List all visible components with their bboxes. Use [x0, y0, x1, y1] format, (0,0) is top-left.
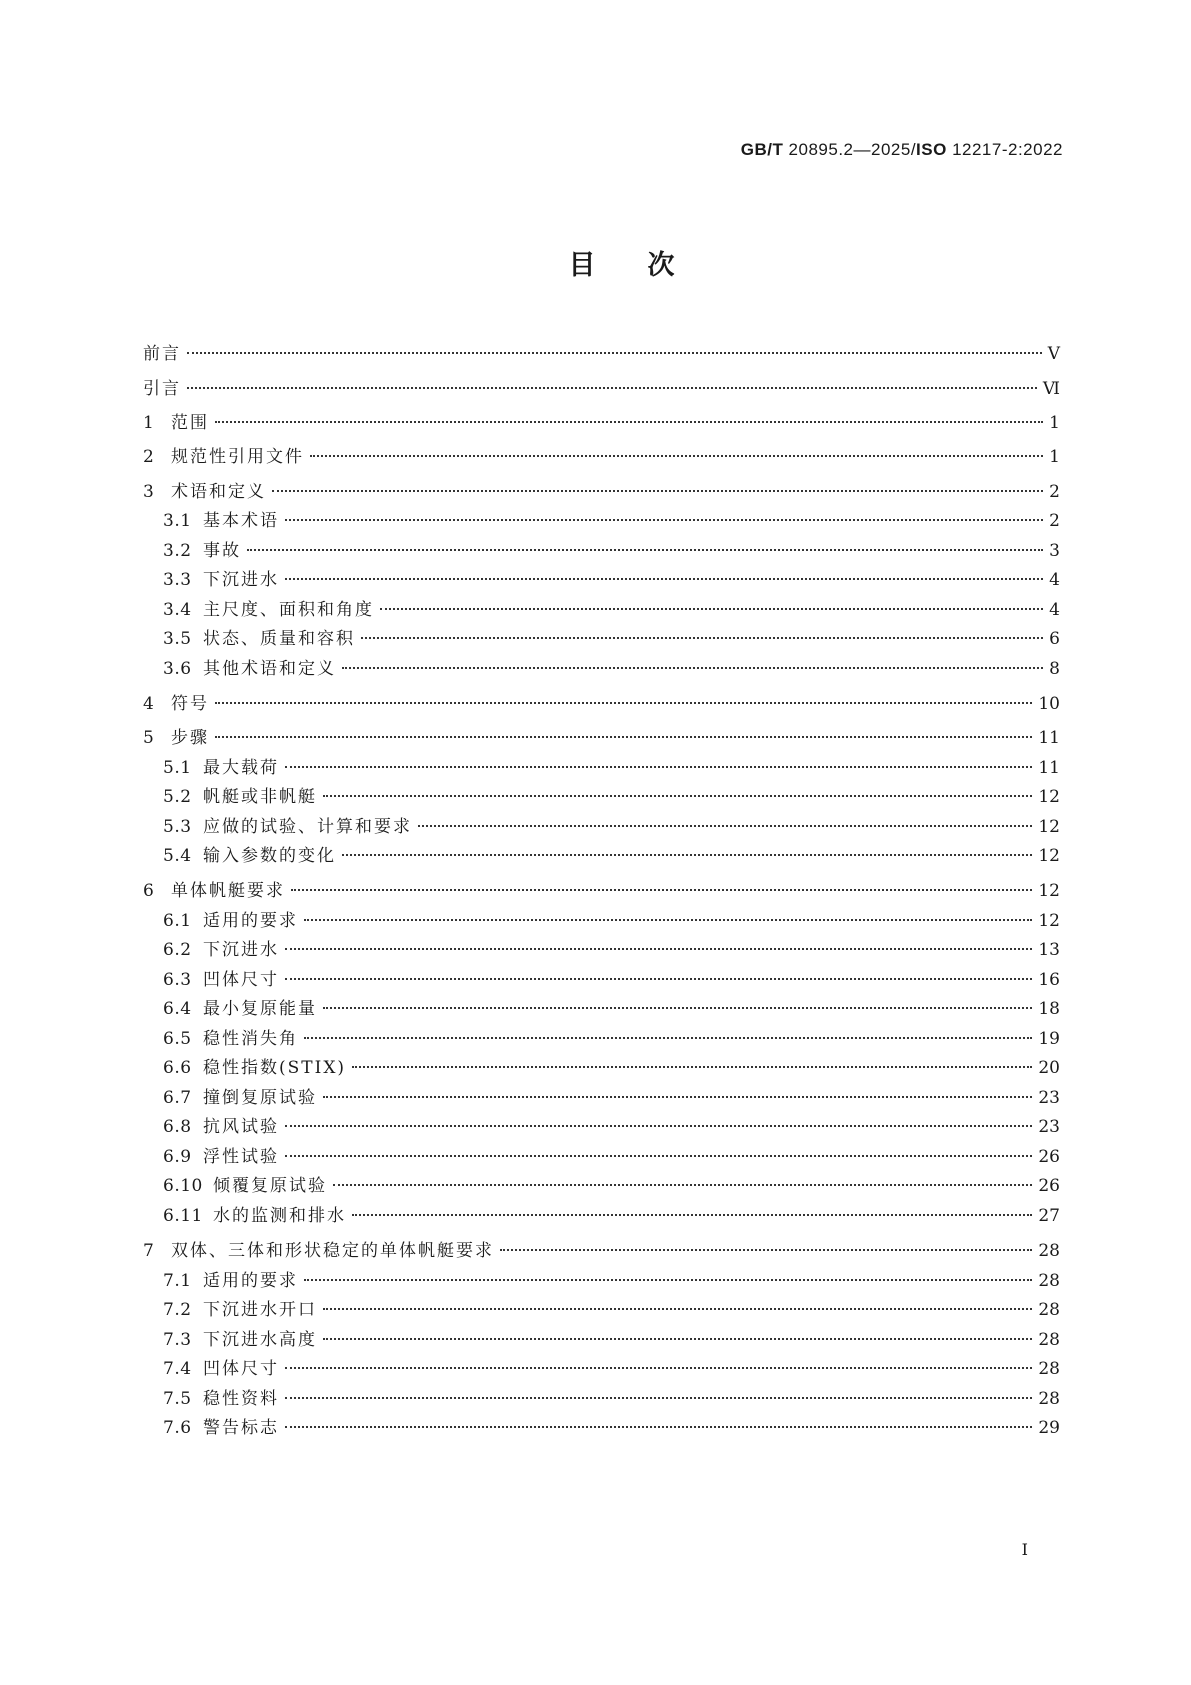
toc-entry[interactable]	[143, 1145, 1060, 1169]
toc-dot-leader	[310, 455, 1043, 457]
toc-page-number: 27	[1038, 1205, 1060, 1226]
toc-section-number: 6.1	[163, 910, 192, 931]
toc-section-number: 3.4	[163, 599, 192, 620]
toc-section-title: 前言	[143, 344, 181, 364]
toc-entry[interactable]	[143, 938, 1060, 962]
toc-page-number: 28	[1038, 1270, 1060, 1291]
toc-entry[interactable]	[143, 1056, 1060, 1080]
toc-page-number: 6	[1049, 629, 1060, 649]
toc-section-number: 6.9	[163, 1146, 192, 1167]
toc-dot-leader	[342, 667, 1043, 669]
toc-dot-leader	[187, 352, 1042, 354]
toc-entry[interactable]	[143, 627, 1060, 651]
toc-dot-leader	[291, 889, 1032, 891]
toc-section-title: 稳性指数(STIX)	[203, 1058, 347, 1078]
toc-section-number: 5	[143, 728, 155, 748]
toc-entry[interactable]	[143, 692, 1060, 716]
toc-dot-leader	[418, 825, 1032, 827]
toc-entry[interactable]	[143, 1387, 1060, 1411]
toc-entry[interactable]	[143, 1269, 1060, 1293]
toc-page-number: 2	[1049, 481, 1060, 502]
toc-page-number: 28	[1038, 1388, 1060, 1409]
toc-entry[interactable]	[143, 756, 1060, 780]
toc-section-number: 6.8	[163, 1117, 192, 1137]
toc-dot-leader	[380, 608, 1043, 610]
toc-section-title: 步骤	[171, 728, 209, 748]
toc-section-number: 7	[143, 1241, 155, 1261]
toc-dot-leader	[323, 795, 1032, 797]
toc-section-title: 主尺度、面积和角度	[203, 599, 374, 620]
toc-page-number: 8	[1049, 658, 1060, 679]
toc-section-number: 6.11	[163, 1205, 203, 1226]
toc-entry[interactable]	[143, 1027, 1060, 1051]
toc-entry[interactable]	[143, 815, 1060, 839]
toc-section-number: 2	[143, 447, 155, 467]
toc-dot-leader	[247, 549, 1043, 551]
toc-entry[interactable]	[143, 411, 1060, 435]
toc-section-number: 5.1	[163, 757, 192, 778]
toc-page-number: 1	[1049, 412, 1060, 433]
toc-entry[interactable]	[143, 1239, 1060, 1263]
toc-dot-leader	[285, 1397, 1032, 1399]
toc-dot-leader	[285, 578, 1043, 580]
toc-page-number: 23	[1038, 1087, 1060, 1108]
toc-entry[interactable]	[143, 657, 1060, 681]
toc-entry[interactable]	[143, 909, 1060, 933]
toc-dot-leader	[285, 1155, 1032, 1157]
toc-section-title: 下沉进水开口	[203, 1300, 317, 1320]
toc-dot-leader	[304, 1279, 1032, 1281]
standard-number: 20895.2—2025/	[783, 140, 917, 159]
toc-entry[interactable]	[143, 1115, 1060, 1139]
toc-entry[interactable]	[143, 785, 1060, 809]
toc-section-title: 浮性试验	[203, 1146, 279, 1167]
toc-entry[interactable]	[143, 1328, 1060, 1352]
toc-page-number: 12	[1038, 910, 1060, 931]
toc-dot-leader	[285, 978, 1032, 980]
toc-section-title: 下沉进水高度	[203, 1329, 317, 1350]
page-title: 目次	[568, 250, 727, 281]
toc-page-number: 13	[1038, 940, 1060, 960]
toc-entry[interactable]	[143, 342, 1060, 366]
toc-dot-leader	[323, 1007, 1032, 1009]
toc-section-title: 最小复原能量	[203, 999, 317, 1019]
toc-section-title: 适用的要求	[203, 910, 298, 931]
toc-dot-leader	[333, 1184, 1032, 1186]
toc-page-number: 26	[1038, 1176, 1060, 1196]
standard-header	[741, 140, 1063, 160]
toc-section-number: 5.2	[163, 787, 192, 807]
toc-entry[interactable]	[143, 445, 1060, 469]
toc-section-number: 6.4	[163, 999, 192, 1019]
toc-entry[interactable]	[143, 1086, 1060, 1110]
toc-page-number: 19	[1038, 1028, 1060, 1049]
toc-section-number: 6.2	[163, 940, 192, 960]
toc-section-title: 最大载荷	[203, 757, 279, 778]
toc-dot-leader	[285, 1367, 1032, 1369]
toc-section-number: 7.4	[163, 1359, 192, 1379]
toc-section-title: 倾覆复原试验	[213, 1176, 327, 1196]
toc-dot-leader	[285, 1426, 1032, 1428]
toc-page-number: 12	[1038, 787, 1060, 807]
toc-dot-leader	[304, 1037, 1032, 1039]
toc-section-number: 5.4	[163, 846, 192, 866]
toc-dot-leader	[285, 948, 1032, 950]
toc-page-number: 28	[1038, 1300, 1060, 1320]
toc-section-title: 术语和定义	[171, 481, 266, 502]
toc-section-title: 凹体尺寸	[203, 1359, 279, 1379]
toc-section-number: 7.1	[163, 1270, 192, 1291]
toc-section-number: 3.3	[163, 570, 192, 590]
toc-page-number: 3	[1049, 540, 1060, 561]
toc-entry[interactable]	[143, 1357, 1060, 1381]
toc-page-number: Ⅵ	[1042, 378, 1060, 399]
toc-section-title: 状态、质量和容积	[203, 629, 355, 649]
toc-entry[interactable]	[143, 844, 1060, 868]
toc-section-number: 6	[143, 881, 155, 901]
toc-entry[interactable]	[143, 1416, 1060, 1440]
toc-section-number: 6.7	[163, 1087, 192, 1108]
toc-dot-leader	[361, 637, 1043, 639]
toc-entry[interactable]	[143, 1174, 1060, 1198]
toc-section-title: 范围	[171, 412, 209, 433]
toc-entry[interactable]	[143, 726, 1060, 750]
toc-page-number: 16	[1038, 969, 1060, 990]
toc-entry[interactable]	[143, 377, 1060, 401]
toc-section-number: 3.5	[163, 629, 192, 649]
toc-section-number: 1	[143, 412, 155, 433]
toc-dot-leader	[323, 1338, 1032, 1340]
toc-section-title: 双体、三体和形状稳定的单体帆艇要求	[171, 1241, 494, 1261]
toc-entry[interactable]	[143, 968, 1060, 992]
toc-section-title: 下沉进水	[203, 570, 279, 590]
iso-prefix: ISO	[916, 140, 947, 159]
toc-dot-leader	[285, 1125, 1032, 1127]
toc-page-number: 12	[1038, 816, 1060, 837]
toc-section-title: 帆艇或非帆艇	[203, 787, 317, 807]
toc-entry[interactable]	[143, 1298, 1060, 1322]
toc-section-title: 警告标志	[203, 1418, 279, 1438]
toc-section-number: 6.3	[163, 969, 192, 990]
toc-section-number: 7.6	[163, 1418, 192, 1438]
toc-section-number: 3.6	[163, 658, 192, 679]
toc-dot-leader	[285, 766, 1032, 768]
toc-dot-leader	[215, 736, 1032, 738]
toc-dot-leader	[215, 702, 1032, 704]
toc-dot-leader	[304, 919, 1032, 921]
toc-section-number: 7.2	[163, 1300, 192, 1320]
toc-dot-leader	[285, 519, 1043, 521]
toc-section-number: 3.2	[163, 540, 192, 561]
page-number: Ⅰ	[1021, 1540, 1028, 1559]
toc-entry[interactable]	[143, 997, 1060, 1021]
toc-entry[interactable]	[143, 480, 1060, 504]
toc-section-title: 稳性消失角	[203, 1028, 298, 1049]
toc-section-title: 下沉进水	[203, 940, 279, 960]
toc-section-title: 其他术语和定义	[203, 658, 336, 679]
toc-section-number: 7.5	[163, 1388, 192, 1409]
toc-page-number: 28	[1038, 1329, 1060, 1350]
toc-section-number: 3.1	[163, 511, 192, 531]
toc-page-number: Ⅴ	[1047, 344, 1060, 364]
toc-section-title: 应做的试验、计算和要求	[203, 816, 412, 837]
toc-section-title: 单体帆艇要求	[171, 881, 285, 901]
toc-page-number: 2	[1049, 511, 1060, 531]
toc-section-title: 基本术语	[203, 511, 279, 531]
toc-page-number: 4	[1049, 599, 1060, 620]
toc-section-number: 5.3	[163, 816, 192, 837]
toc-section-number: 4	[143, 694, 155, 714]
toc-page-number: 4	[1049, 570, 1060, 590]
toc-page-number: 26	[1038, 1146, 1060, 1167]
toc-section-title: 适用的要求	[203, 1270, 298, 1291]
toc-dot-leader	[342, 854, 1032, 856]
toc-entry[interactable]	[143, 598, 1060, 622]
toc-section-title: 抗风试验	[203, 1117, 279, 1137]
toc-section-title: 稳性资料	[203, 1388, 279, 1409]
toc-dot-leader	[187, 387, 1037, 389]
toc-section-title: 水的监测和排水	[213, 1205, 346, 1226]
toc-section-title: 撞倒复原试验	[203, 1087, 317, 1108]
toc-page-number: 10	[1038, 694, 1060, 714]
standard-prefix: GB/T	[740, 140, 784, 159]
toc-entry[interactable]	[143, 509, 1060, 533]
toc-section-title: 符号	[171, 694, 209, 714]
toc-entry[interactable]	[143, 1204, 1060, 1228]
toc-section-title: 输入参数的变化	[203, 846, 336, 866]
toc-page-number: 28	[1038, 1359, 1060, 1379]
toc-section-number: 6.6	[163, 1058, 192, 1078]
toc-page-number: 29	[1038, 1418, 1060, 1438]
toc-dot-leader	[272, 490, 1043, 492]
toc-section-title: 凹体尺寸	[203, 969, 279, 990]
toc-dot-leader	[352, 1066, 1032, 1068]
toc-dot-leader	[500, 1249, 1032, 1251]
toc-page-number: 20	[1038, 1058, 1060, 1078]
toc-dot-leader	[323, 1308, 1032, 1310]
toc-dot-leader	[352, 1214, 1032, 1216]
toc-page-number: 11	[1038, 728, 1060, 748]
toc-section-number: 7.3	[163, 1329, 192, 1350]
toc-dot-leader	[215, 421, 1043, 423]
toc-section-number: 6.10	[163, 1176, 203, 1196]
toc-page-number: 12	[1038, 846, 1060, 866]
toc-page-number: 12	[1038, 881, 1060, 901]
toc-section-number: 3	[143, 481, 155, 502]
toc-page-number: 28	[1038, 1241, 1060, 1261]
toc-section-title: 事故	[203, 540, 241, 561]
toc-page-number: 11	[1038, 757, 1060, 778]
toc-dot-leader	[323, 1096, 1032, 1098]
toc-section-title: 引言	[143, 378, 181, 399]
toc-page-number: 1	[1049, 447, 1060, 467]
toc-page-number: 23	[1038, 1117, 1060, 1137]
iso-number: 12217-2:2022	[946, 140, 1063, 159]
toc-entry[interactable]	[143, 539, 1060, 563]
toc-section-number: 6.5	[163, 1028, 192, 1049]
toc-page-number: 18	[1038, 999, 1060, 1019]
toc-entry[interactable]	[143, 879, 1060, 903]
toc-section-title: 规范性引用文件	[171, 447, 304, 467]
toc-entry[interactable]	[143, 568, 1060, 592]
